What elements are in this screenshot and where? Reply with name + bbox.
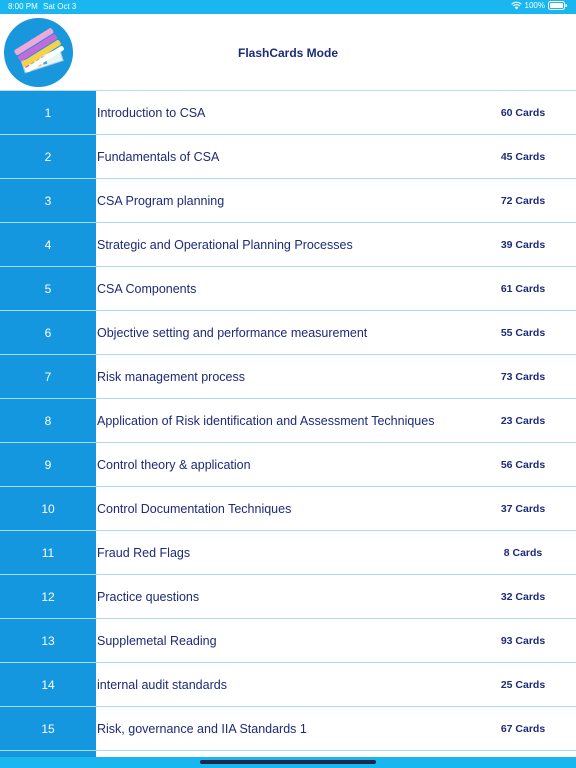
chapter-title: Fundamentals of CSA: [97, 149, 220, 164]
card-count: 56 Cards: [500, 458, 546, 471]
list-item[interactable]: [0, 707, 576, 751]
card-count: 61 Cards: [500, 282, 546, 295]
battery-icon: [548, 1, 568, 10]
chapter-number: 7: [0, 355, 96, 398]
header: [0, 14, 576, 91]
battery-percent: 100%: [524, 1, 545, 10]
chapter-number: 9: [0, 443, 96, 486]
chapter-number: 10: [0, 487, 96, 530]
card-count: 72 Cards: [500, 194, 546, 207]
list-item[interactable]: [0, 267, 576, 311]
chapter-title: Fraud Red Flags: [97, 545, 191, 560]
card-count: 73 Cards: [500, 370, 546, 383]
list-item[interactable]: [0, 619, 576, 663]
list-item[interactable]: [0, 135, 576, 179]
home-indicator[interactable]: [200, 760, 376, 764]
card-count: 45 Cards: [500, 150, 546, 163]
card-count: 23 Cards: [500, 414, 546, 427]
chapter-title: Practice questions: [97, 589, 200, 604]
chapter-number: 15: [0, 707, 96, 750]
chapter-title: Strategic and Operational Planning Processes: [97, 237, 353, 252]
list-item[interactable]: [0, 91, 576, 135]
chapter-number: 5: [0, 267, 96, 310]
list-item[interactable]: [0, 443, 576, 487]
status-bar: [0, 0, 576, 14]
status-indicators: [511, 1, 568, 10]
chapter-number: 4: [0, 223, 96, 266]
chapter-title: Control Documentation Techniques: [97, 501, 292, 516]
chapter-title: CSA Components: [97, 281, 197, 296]
card-count: 55 Cards: [500, 326, 546, 339]
chapter-number: 2: [0, 135, 96, 178]
chapter-title: Control theory & application: [97, 457, 251, 472]
status-time: 8:00 PM: [8, 2, 38, 11]
chapter-number: 6: [0, 311, 96, 354]
page-title: FlashCards Mode: [237, 46, 339, 60]
chapter-title: Supplemetal Reading: [97, 633, 217, 648]
chapter-title: CSA Program planning: [97, 193, 225, 208]
list-item[interactable]: [0, 531, 576, 575]
card-count: 25 Cards: [500, 678, 546, 691]
list-item[interactable]: [0, 575, 576, 619]
chapter-number: 13: [0, 619, 96, 662]
chapter-number: 14: [0, 663, 96, 706]
list-item[interactable]: [0, 399, 576, 443]
list-item[interactable]: [0, 223, 576, 267]
list-item[interactable]: [0, 355, 576, 399]
chapter-number: 1: [0, 91, 96, 134]
list-item[interactable]: [0, 311, 576, 355]
list-item[interactable]: [0, 179, 576, 223]
list-item[interactable]: [0, 663, 576, 707]
bottom-bar: [0, 757, 576, 768]
chapter-number: 12: [0, 575, 96, 618]
chapter-title: internal audit standards: [97, 677, 227, 692]
card-count: 60 Cards: [500, 106, 546, 119]
card-count: 67 Cards: [500, 722, 546, 735]
chapter-number: 3: [0, 179, 96, 222]
chapter-title: Objective setting and performance measurement: [97, 325, 368, 340]
chapter-title: Risk, governance and IIA Standards 1: [97, 721, 307, 736]
chapter-number: 8: [0, 399, 96, 442]
card-count: 37 Cards: [500, 502, 546, 515]
card-count: 39 Cards: [500, 238, 546, 251]
chapter-title: Application of Risk identification and Assessment Techniques: [97, 413, 435, 428]
chapter-title: Introduction to CSA: [97, 105, 206, 120]
status-date: Sat Oct 3: [43, 2, 77, 11]
chapter-number: 11: [0, 531, 96, 574]
card-count: 32 Cards: [500, 590, 546, 603]
list-item[interactable]: [0, 487, 576, 531]
chapter-title: Risk management process: [97, 369, 245, 384]
card-count: 93 Cards: [500, 634, 546, 647]
card-count: 8 Cards: [503, 546, 543, 559]
wifi-icon: [511, 1, 522, 10]
chapter-list: [0, 91, 576, 757]
